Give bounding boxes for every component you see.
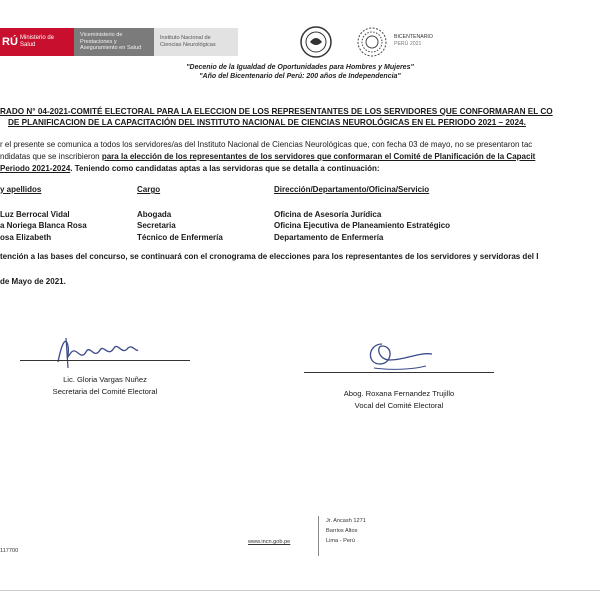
paragraph-1-period: Periodo 2021-2024: [0, 164, 71, 173]
paragraph-1-text: ndidatas que se inscribieron: [0, 152, 102, 161]
incn-logo-icon: [300, 26, 332, 58]
slogan-line-1: "Decenio de la Igualdad de Oportunidades para Hombres y Mujeres": [186, 64, 414, 71]
paragraph-1-emphasis: para la elección de los representantes de los servidores que conformaran el Comité de Planificación de la Capacit: [101, 152, 536, 161]
page-bottom-divider: [0, 590, 600, 591]
paragraph-1-line-1: r el presente se comunica a todos los servidores/as del Instituto Nacional de Ciencias Neurológicas que, con fecha 03 de mayo, no se presentaron tac: [0, 140, 533, 149]
footer-divider: [318, 516, 319, 556]
table-cell: Secretaria: [137, 221, 176, 230]
paragraph-1-tail: . Teniendo como candidatas aptas a las servidoras que se detalla a continuación:: [70, 164, 380, 173]
left-signatory-name: Lic. Gloria Vargas Nuñez: [63, 375, 147, 384]
footer-address-1: Jr. Ancash 1271: [326, 518, 366, 524]
bicentenario-title: BICENTENARIO: [394, 34, 433, 40]
peru-flag-icon: [0, 28, 18, 56]
table-header-dependencia: Dirección/Departamento/Oficina/Servicio: [274, 185, 430, 194]
table-cell: osa Elizabeth: [0, 233, 52, 242]
table-cell: Departamento de Enfermería: [274, 233, 384, 242]
paragraph-1-line-2: [0, 151, 535, 163]
viceministerio-label: Viceministerio de Prestaciones y Aseguramiento en Salud: [74, 28, 154, 56]
left-signature-line: [20, 360, 190, 361]
government-logo-strip: [0, 28, 238, 56]
document-date: de Mayo de 2021.: [0, 277, 66, 286]
right-signatory-name: Abog. Roxana Fernandez Trujillo: [343, 389, 455, 398]
left-signatory-role: Secretaria del Comité Electoral: [52, 387, 158, 396]
table-cell: Oficina de Asesoría Jurídica: [274, 210, 382, 219]
paragraph-2: tención a las bases del concurso, se continuará con el cronograma de elecciones para los representantes de los servidores y servidoras del I: [0, 252, 539, 261]
instituto-label: Instituto Nacional de Ciencias Neurológicas: [154, 28, 238, 56]
table-cell: Abogada: [137, 210, 172, 219]
table-cell: a Noriega Blanca Rosa: [0, 221, 87, 230]
bicentenario-text: [394, 34, 433, 48]
footer-address-2: Barrios Altos: [326, 528, 358, 534]
right-signatory-role: Vocal del Comité Electoral: [354, 401, 444, 410]
paragraph-1-line-3: [0, 163, 380, 175]
right-signature-icon: [360, 334, 440, 374]
table-header-cargo: Cargo: [137, 185, 161, 194]
table-header-name: y apellidos: [0, 185, 42, 194]
footer-address-3: Lima - Perú: [326, 538, 355, 544]
table-cell: Luz Berrocal Vidal: [0, 210, 70, 219]
document-title-line-1: RADO N° 04-2021-COMITÉ ELECTORAL PARA LA ELECCION DE LOS REPRESENTANTES DE LOS SERVIDORES QUE CONFORMARAN EL CO: [0, 107, 553, 116]
ministerio-label: Ministerio de Salud: [14, 28, 74, 56]
flag-text: RÚ: [2, 36, 18, 48]
table-cell: Oficina Ejecutiva de Planeamiento Estratégico: [274, 221, 451, 230]
right-signature-line: [304, 372, 494, 373]
left-signature-icon: [52, 332, 142, 372]
footer-code: 117700: [0, 548, 19, 554]
table-cell: Técnico de Enfermería: [137, 233, 223, 242]
bicentenario-subtitle: PERÚ 2021: [394, 41, 422, 47]
footer-website: www.incn.gob.pe: [248, 539, 291, 545]
bicentenario-logo-icon: [356, 26, 388, 58]
slogan-line-2: "Año del Bicentenario del Perú: 200 años de Independencia": [199, 73, 401, 80]
document-title-line-2: DE PLANIFICACION DE LA CAPACITACIÓN DEL INSTITUTO NACIONAL DE CIENCIAS NEUROLÓGICAS EN EL PERIODO 2021 – 2024.: [8, 118, 526, 127]
